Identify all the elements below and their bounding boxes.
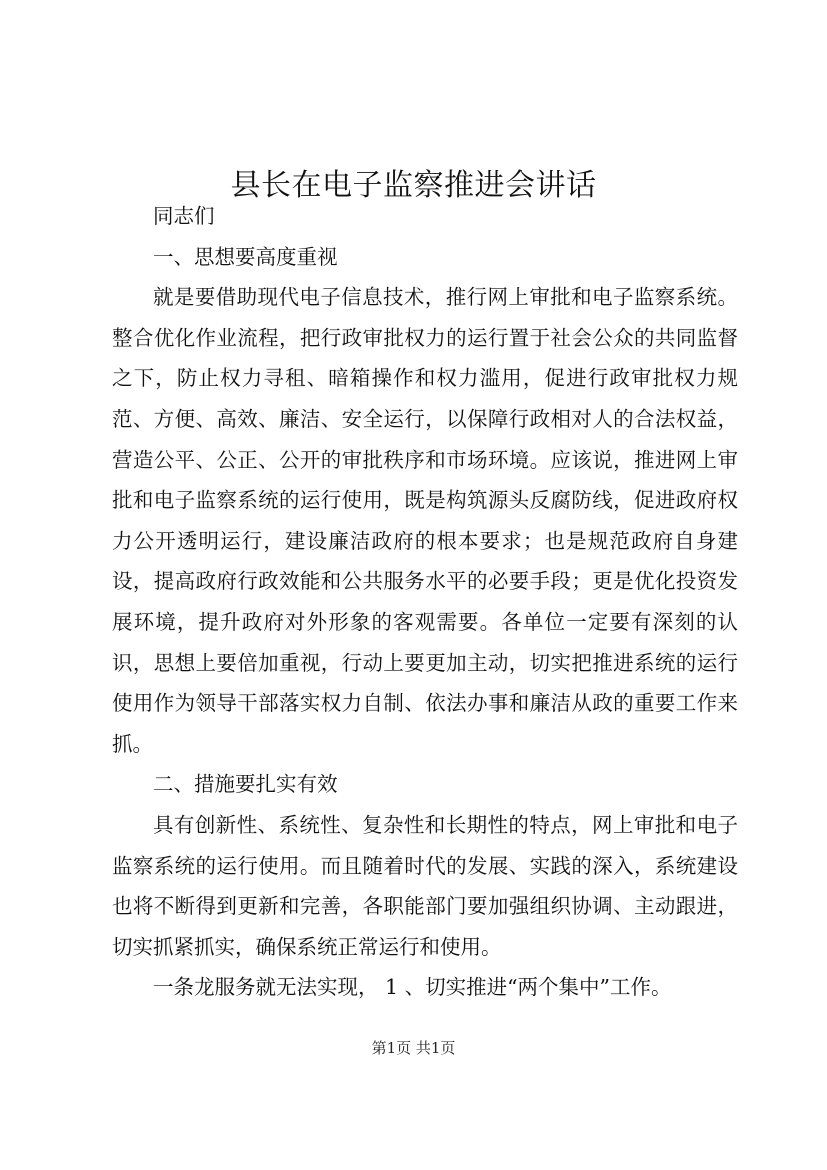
page-footer: 第1页 共1页 xyxy=(371,1039,456,1057)
document-body xyxy=(112,196,738,1008)
body-paragraph: 就是要借助现代电子信息技术，推行网上审批和电子监察系统。整合优化作业流程，把行政审批权力的运行置于社会公众的共同监督之下，防止权力寻租、暗箱操作和权力滥用，促进行政审批权力规范、方便、高效、廉洁、安全运行，以保障行政相对人的合法权益，营造公平、公正、公开的审批秩序和市场环境。应该说，推进网上审批和电子监察系统的运行使用，既是构筑源头反腐防线，促进政府权力公开透明运行，建设廉洁政府的根本要求；也是规范政府自身建设，提高政府行政效能和公共服务水平的必要手段；更是优化投资发展环境，提升政府对外形象的客观需要。各单位一定要有深刻的认识，思想上要倍加重视，行动上要更加主动，切实把推进系统的运行使用作为领导干部落实权力自制、依法办事和廉洁从政的重要工作来抓。 xyxy=(112,285,738,756)
section-heading-1: 一、思想要高度重视 xyxy=(153,244,338,269)
section-heading-2: 二、措施要扎实有效 xyxy=(153,772,338,797)
salutation: 同志们 xyxy=(153,204,215,228)
page-title: 县长在电子监察推进会讲话 xyxy=(230,168,597,204)
body-paragraph: 一条龙服务就无法实现， 1 、切实推进“两个集中”工作。 xyxy=(153,975,672,1000)
body-paragraph: 具有创新性、系统性、复杂性和长期性的特点，网上审批和电子监察系统的运行使用。而且随着时代的发展、实践的深入，系统建设也将不断得到更新和完善，各职能部门要加强组织协调、主动跟进，切实抓紧抓实，确保系统正常运行和使用。 xyxy=(112,812,738,959)
